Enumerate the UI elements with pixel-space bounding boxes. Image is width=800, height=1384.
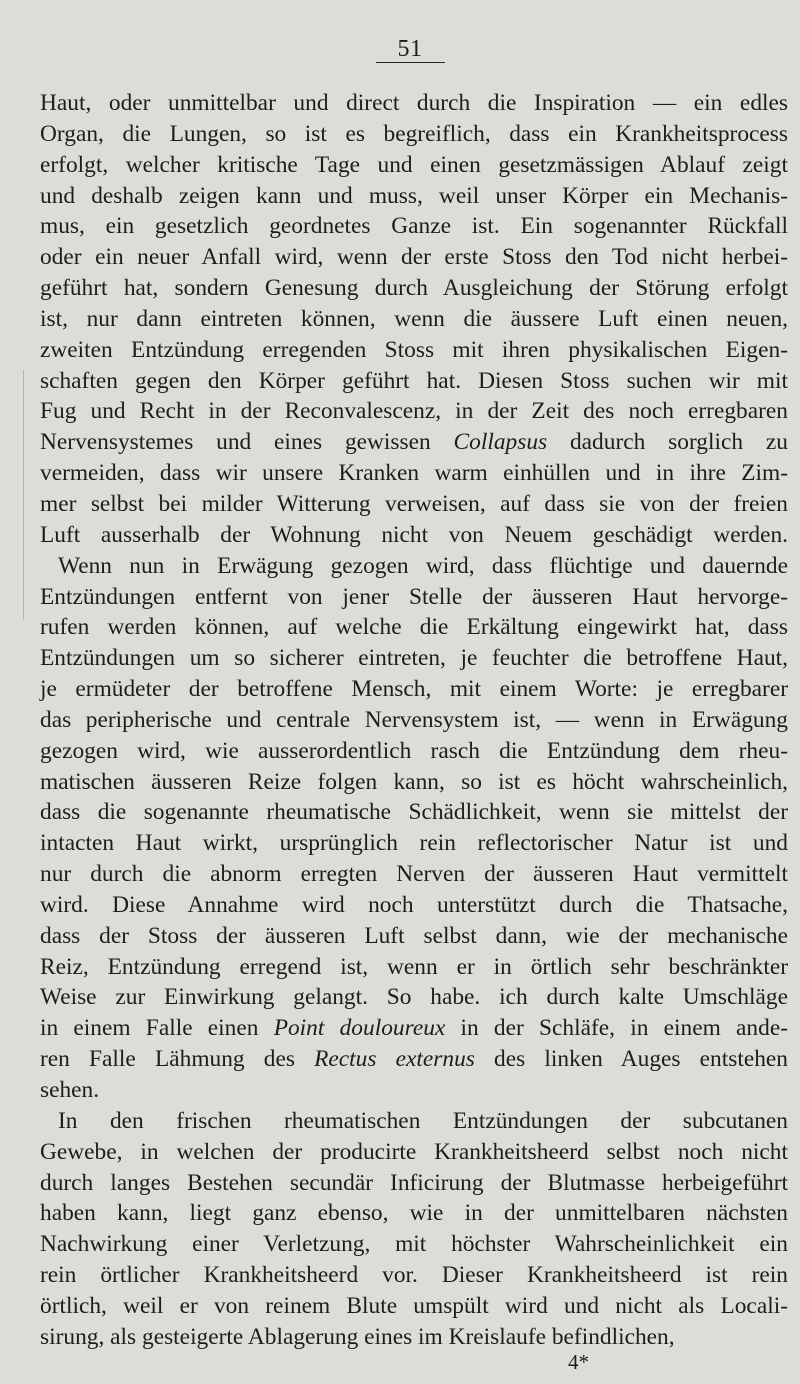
- text-line: und deshalb zeigen kann und muss, weil unser Körper ein Mechanis-: [40, 182, 788, 209]
- text-line: durch langes Bestehen secundär Inficirung der Blutmasse herbeigeführt: [40, 1169, 788, 1196]
- text-line: erfolgt, welcher kritische Tage und einen gesetzmässigen Ablauf zeigt: [40, 151, 788, 178]
- text-line: Haut, oder unmittelbar und direct durch die Inspiration — ein edles: [40, 90, 788, 116]
- text-line: mer selbst bei milder Witterung verweisen, auf dass sie von der freien: [40, 490, 788, 517]
- text-line: sirung, als gesteigerte Ablagerung eines im Kreislaufe befindlichen,: [40, 1323, 675, 1350]
- text-line: Weise zur Einwirkung gelangt. So habe. ich durch kalte Umschläge: [40, 984, 788, 1011]
- text-line: Reiz, Entzündung erregend ist, wenn er in örtlich sehr beschränkter: [40, 953, 788, 980]
- text-line: matischen äusseren Reize folgen kann, so ist es höcht wahrscheinlich,: [40, 768, 788, 795]
- text-line: Luft ausserhalb der Wohnung nicht von Neuem geschädigt werden.: [40, 521, 788, 548]
- text-line: Nachwirkung einer Verletzung, mit höchster Wahrscheinlichkeit ein: [40, 1231, 788, 1258]
- text-line: je ermüdeter der betroffene Mensch, mit einem Worte: je erregbarer: [40, 676, 788, 703]
- text-line: vermeiden, dass wir unsere Kranken warm einhüllen und in ihre Zim-: [40, 460, 788, 487]
- signature-mark: 4*: [568, 1350, 589, 1374]
- text-line: Nervensystemes und eines gewissen Collapsus dadurch sorglich zu: [40, 429, 788, 456]
- text-line: zweiten Entzündung erregenden Stoss mit ihren physikalischen Eigen-: [40, 336, 788, 363]
- text-line: sehen.: [40, 1077, 100, 1103]
- text-line: Wenn nun in Erwägung gezogen wird, dass flüchtige und dauernde: [58, 552, 788, 579]
- text-line: Entzündungen um so sicherer eintreten, je feuchter die betroffene Haut,: [40, 645, 788, 672]
- text-line: dass die sogenannte rheumatische Schädlichkeit, wenn sie mittelst der: [40, 799, 788, 826]
- text-line: dass der Stoss der äusseren Luft selbst dann, wie der mechanische: [40, 922, 788, 949]
- text-line: nur durch die abnorm erregten Nerven der äusseren Haut vermittelt: [40, 861, 788, 888]
- text-line: gezogen wird, wie ausserordentlich rasch die Entzündung dem rheu-: [40, 737, 788, 764]
- text-line: Entzündungen entfernt von jener Stelle der äusseren Haut hervorge-: [40, 583, 788, 610]
- page-fold-shadow: [23, 370, 24, 620]
- text-line: geführt hat, sondern Genesung durch Ausgleichung der Störung erfolgt: [40, 275, 788, 302]
- body-text: [40, 88, 788, 1353]
- text-line: ren Falle Lähmung des Rectus externus des linken Auges entstehen: [40, 1046, 789, 1073]
- text-line: oder ein neuer Anfall wird, wenn der erste Stoss den Tod nicht herbei-: [40, 244, 788, 271]
- text-line: haben kann, liegt ganz ebenso, wie in der unmittelbaren nächsten: [40, 1200, 788, 1227]
- text-line: in einem Falle einen Point douloureux in der Schläfe, in einem ande-: [40, 1015, 788, 1042]
- text-line: rufen werden können, auf welche die Erkältung eingewirkt hat, dass: [40, 614, 788, 641]
- page-number: 51: [0, 36, 800, 63]
- text-line: mus, ein gesetzlich geordnetes Ganze ist. Ein sogenannter Rückfall: [40, 213, 788, 240]
- text-line: ist, nur dann eintreten können, wenn die äussere Luft einen neuen,: [40, 305, 788, 332]
- text-line: wird. Diese Annahme wird noch unterstützt durch die Thatsache,: [40, 891, 788, 918]
- italic-term: Point douloureux: [273, 1015, 446, 1042]
- italic-term: Rectus externus: [314, 1046, 475, 1073]
- text-line: Fug und Recht in der Reconvalescenz, in der Zeit des noch erregbaren: [40, 398, 788, 425]
- text-line: Organ, die Lungen, so ist es begreiflich, dass ein Krankheitsprocess: [40, 120, 788, 147]
- text-line: schaften gegen den Körper geführt hat. Diesen Stoss suchen wir mit: [40, 367, 788, 394]
- italic-term: Collapsus: [453, 429, 548, 456]
- text-line: Gewebe, in welchen der producirte Krankheitsheerd selbst noch nicht: [40, 1138, 788, 1165]
- text-line: In den frischen rheumatischen Entzündungen der subcutanen: [58, 1107, 788, 1134]
- text-line: intacten Haut wirkt, ursprünglich rein reflectorischer Natur ist und: [40, 830, 788, 857]
- text-line: rein örtlicher Krankheitsheerd vor. Dieser Krankheitsheerd ist rein: [40, 1262, 788, 1289]
- text-line: das peripherische und centrale Nervensystem ist, — wenn in Erwägung: [40, 706, 788, 733]
- text-line: örtlich, weil er von reinem Blute umspült wird und nicht als Locali-: [40, 1292, 788, 1319]
